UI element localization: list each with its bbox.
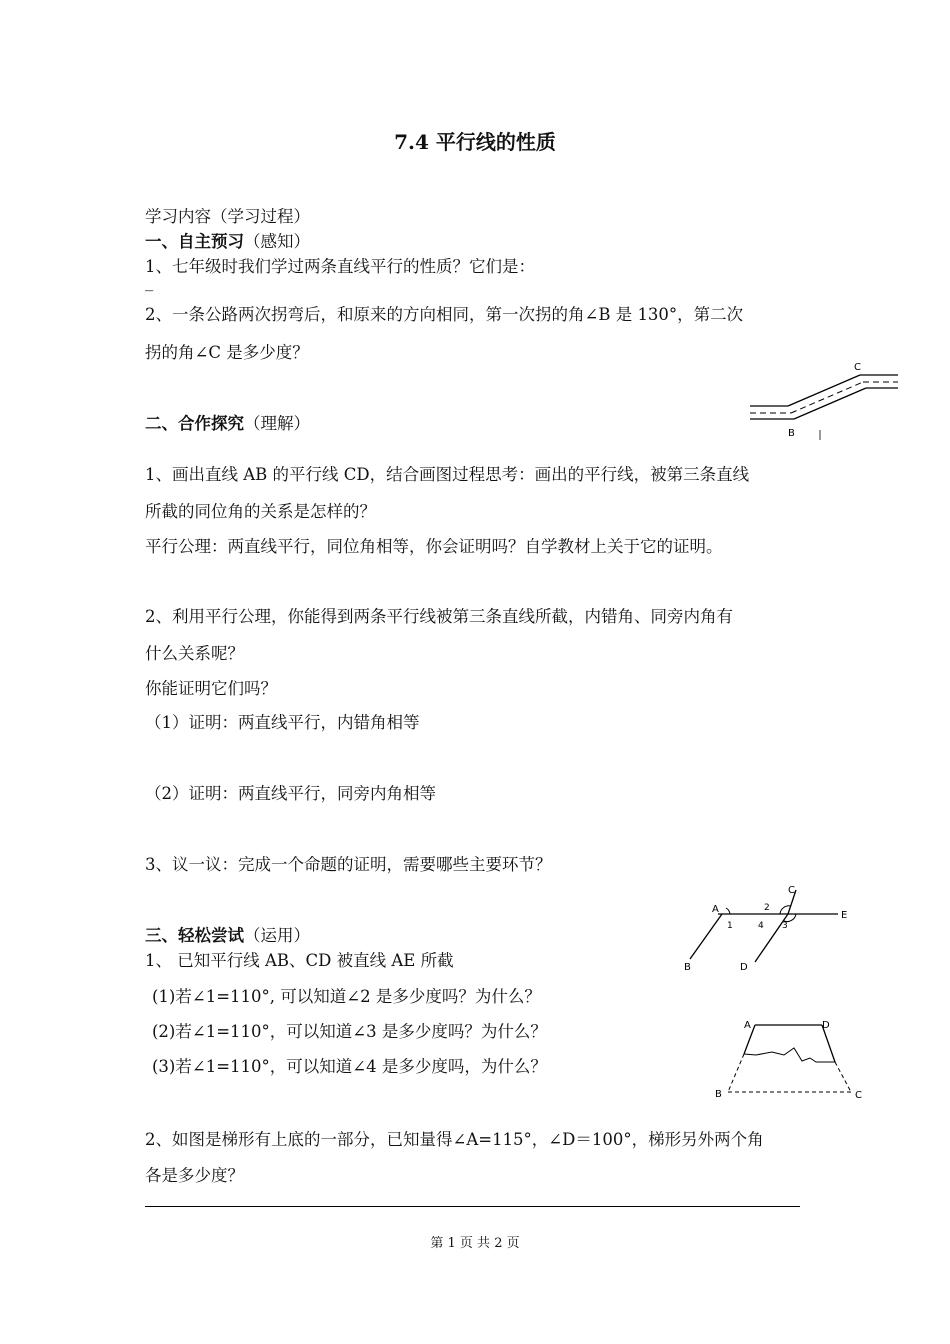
s3-question-2-line-2: 各是多少度？ xyxy=(145,1166,244,1185)
parallel-label-c: C xyxy=(788,885,795,896)
s2-question-1-line-1: 1、画出直线 AB 的平行线 CD，结合画图过程思考：画出的平行线，被第三条直线 xyxy=(145,465,750,484)
s2-question-2-line-1: 2、利用平行公理，你能得到两条平行线被第三条直线所截，内错角、同旁内角有 xyxy=(145,607,733,626)
section-1-subtitle: （感知） xyxy=(244,232,310,251)
parallel-lines-figure xyxy=(680,884,855,974)
trapezoid-label-c: C xyxy=(855,1090,862,1101)
page-title: 7.4 平行线的性质 xyxy=(394,130,556,154)
section-3-title: 三、轻松尝试 xyxy=(145,926,244,945)
parallel-angle-1: 1 xyxy=(727,921,733,931)
road-label-c: C xyxy=(854,362,861,373)
parallel-angle-4: 4 xyxy=(758,921,764,931)
s3-question-1b: (2)若∠1=110°，可以知道∠3 是多少度吗？为什么？ xyxy=(152,1022,547,1041)
trapezoid-figure xyxy=(710,1014,870,1104)
trapezoid-label-d: D xyxy=(822,1020,830,1031)
parallel-label-a: A xyxy=(712,904,719,915)
parallel-angle-2: 2 xyxy=(764,903,770,913)
road-figure xyxy=(748,358,903,443)
s2-question-2-line-3: 你能证明它们吗？ xyxy=(145,679,277,698)
parallel-label-b: B xyxy=(684,962,691,973)
parallel-angle-3: 3 xyxy=(782,921,788,931)
s1-question-1: 1、七年级时我们学过两条直线平行的性质？它们是： xyxy=(145,257,535,276)
section-1-heading xyxy=(145,228,310,252)
section-3-heading xyxy=(145,922,310,946)
s2-proof-2: （2）证明：两直线平行，同旁内角相等 xyxy=(145,784,436,803)
parallel-label-d: D xyxy=(740,962,748,973)
road-label-b: B xyxy=(788,428,795,439)
s2-question-3: 3、议一议：完成一个命题的证明，需要哪些主要环节？ xyxy=(145,855,552,874)
section-2-subtitle: （理解） xyxy=(244,414,310,433)
s1-question-2-line-2: 拐的角∠C 是多少度？ xyxy=(145,343,309,362)
section-2-heading xyxy=(145,410,310,434)
section-1-title: 一、自主预习 xyxy=(145,232,244,251)
page-footer: 第 1 页 共 2 页 xyxy=(430,1236,520,1251)
s1-question-2-line-1: 2、一条公路两次拐弯后，和原来的方向相同，第一次拐的角∠B 是 130°，第二次 xyxy=(145,305,744,324)
s3-question-1a: (1)若∠1=110°, 可以知道∠2 是多少度吗？为什么？ xyxy=(152,987,541,1006)
trapezoid-label-b: B xyxy=(715,1089,722,1100)
intro-label: 学习内容（学习过程） xyxy=(145,207,310,226)
s3-question-2-line-1: 2、如图是梯形有上底的一部分，已知量得∠A=115°，∠D＝100°，梯形另外两个角 xyxy=(145,1130,764,1149)
s2-parallel-axiom: 平行公理：两直线平行，同位角相等，你会证明吗？自学教材上关于它的证明。 xyxy=(145,537,723,556)
footer-divider xyxy=(145,1206,800,1207)
section-2-title: 二、合作探究 xyxy=(145,414,244,433)
s2-question-2-line-2: 什么关系呢？ xyxy=(145,644,244,663)
s3-question-1c: (3)若∠1=110°，可以知道∠4 是多少度吗，为什么？ xyxy=(152,1057,547,1076)
s3-question-1: 1、 已知平行线 AB、CD 被直线 AE 所截 xyxy=(145,951,454,970)
s2-question-1-line-2: 所截的同位角的关系是怎样的？ xyxy=(145,502,376,521)
section-3-subtitle: （运用） xyxy=(244,926,310,945)
trapezoid-label-a: A xyxy=(744,1020,751,1031)
parallel-label-e: E xyxy=(841,910,848,921)
s2-proof-1: （1）证明：两直线平行，内错角相等 xyxy=(145,713,420,732)
s1-underscore: _ xyxy=(145,272,154,291)
